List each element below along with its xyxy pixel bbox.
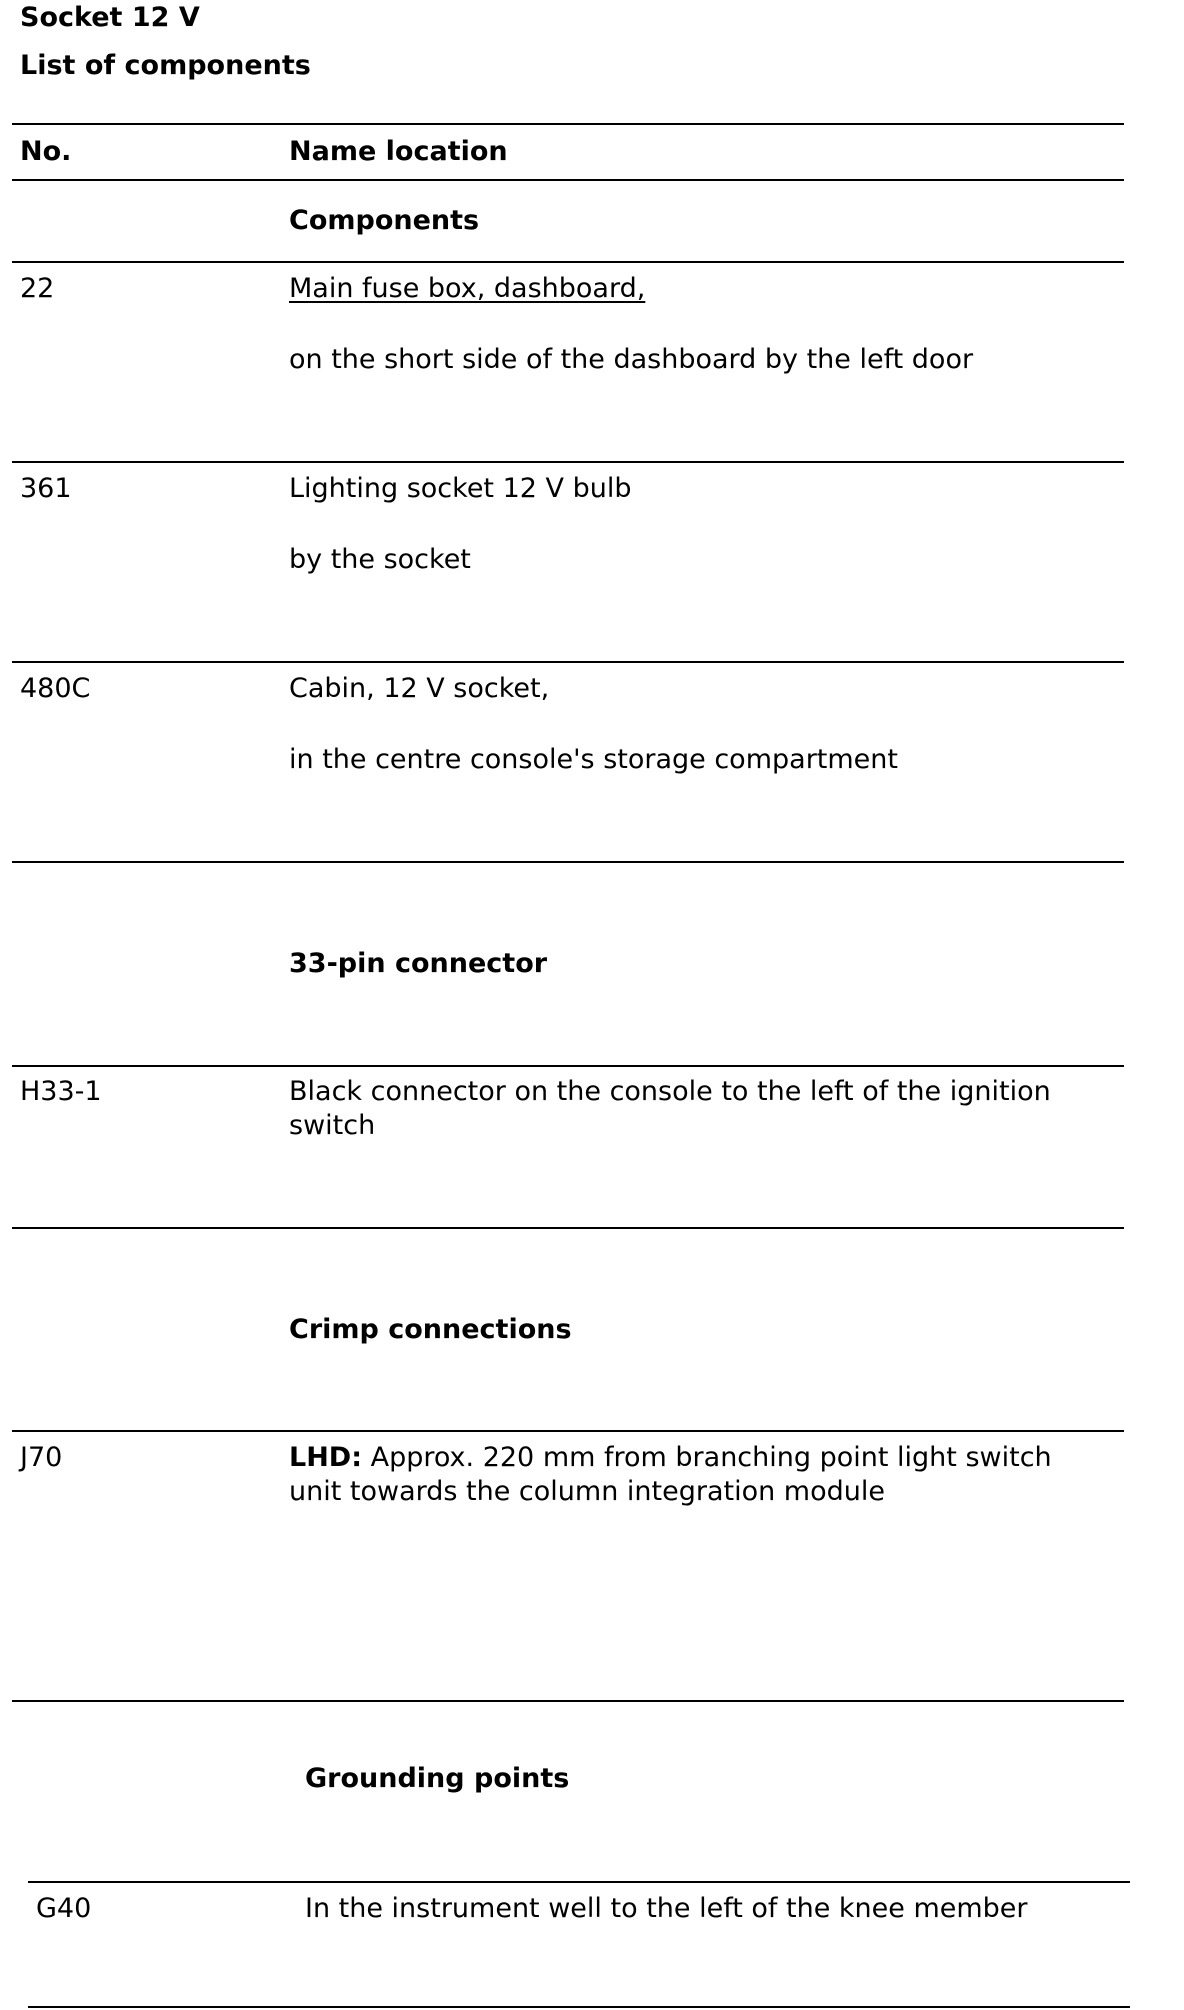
header-rule <box>12 179 1124 181</box>
section-33-pin-connector: 33-pin connector <box>289 948 548 979</box>
section-crimp-connections: Crimp connections <box>289 1314 572 1345</box>
document-subtitle: List of components <box>20 50 311 81</box>
row-480c-name: Cabin, 12 V socket, <box>289 673 550 704</box>
section-rule <box>12 1065 1124 1067</box>
column-header-name-location: Name location <box>289 136 508 167</box>
row-361-no: 361 <box>20 473 72 504</box>
row-rule <box>12 861 1124 863</box>
section-grounding-points: Grounding points <box>305 1763 570 1794</box>
row-361-location: by the socket <box>289 544 471 575</box>
row-rule <box>12 661 1124 663</box>
table-bottom-rule <box>28 2006 1130 2008</box>
lhd-label: LHD: <box>289 1442 363 1473</box>
row-g40-no: G40 <box>36 1893 92 1924</box>
row-rule <box>12 461 1124 463</box>
section-components: Components <box>289 205 480 236</box>
document-title: Socket 12 V <box>20 2 200 33</box>
column-header-no: No. <box>20 136 72 167</box>
row-rule <box>12 1700 1124 1702</box>
section-rule <box>12 261 1124 263</box>
row-22-no: 22 <box>20 273 55 304</box>
row-361-name: Lighting socket 12 V bulb <box>289 473 632 504</box>
section-rule <box>12 1430 1124 1432</box>
row-480c-location: in the centre console's storage compartment <box>289 744 898 775</box>
table-top-rule <box>12 123 1124 125</box>
row-rule <box>12 1227 1124 1229</box>
row-480c-no: 480C <box>20 673 91 704</box>
row-j70-no: J70 <box>20 1442 63 1473</box>
section-rule <box>28 1881 1130 1883</box>
row-22-name: Main fuse box, dashboard, <box>289 273 646 304</box>
row-h33-1-no: H33-1 <box>20 1076 102 1107</box>
row-j70-location <box>289 1441 1109 1509</box>
row-22-location: on the short side of the dashboard by the left door <box>289 344 974 375</box>
row-j70-location-text: Approx. 220 mm from branching point light switch unit towards the column integration module <box>289 1442 1052 1507</box>
row-g40-location: In the instrument well to the left of the knee member <box>305 1893 1028 1924</box>
row-h33-1-location: Black connector on the console to the left of the ignition switch <box>289 1076 1051 1141</box>
